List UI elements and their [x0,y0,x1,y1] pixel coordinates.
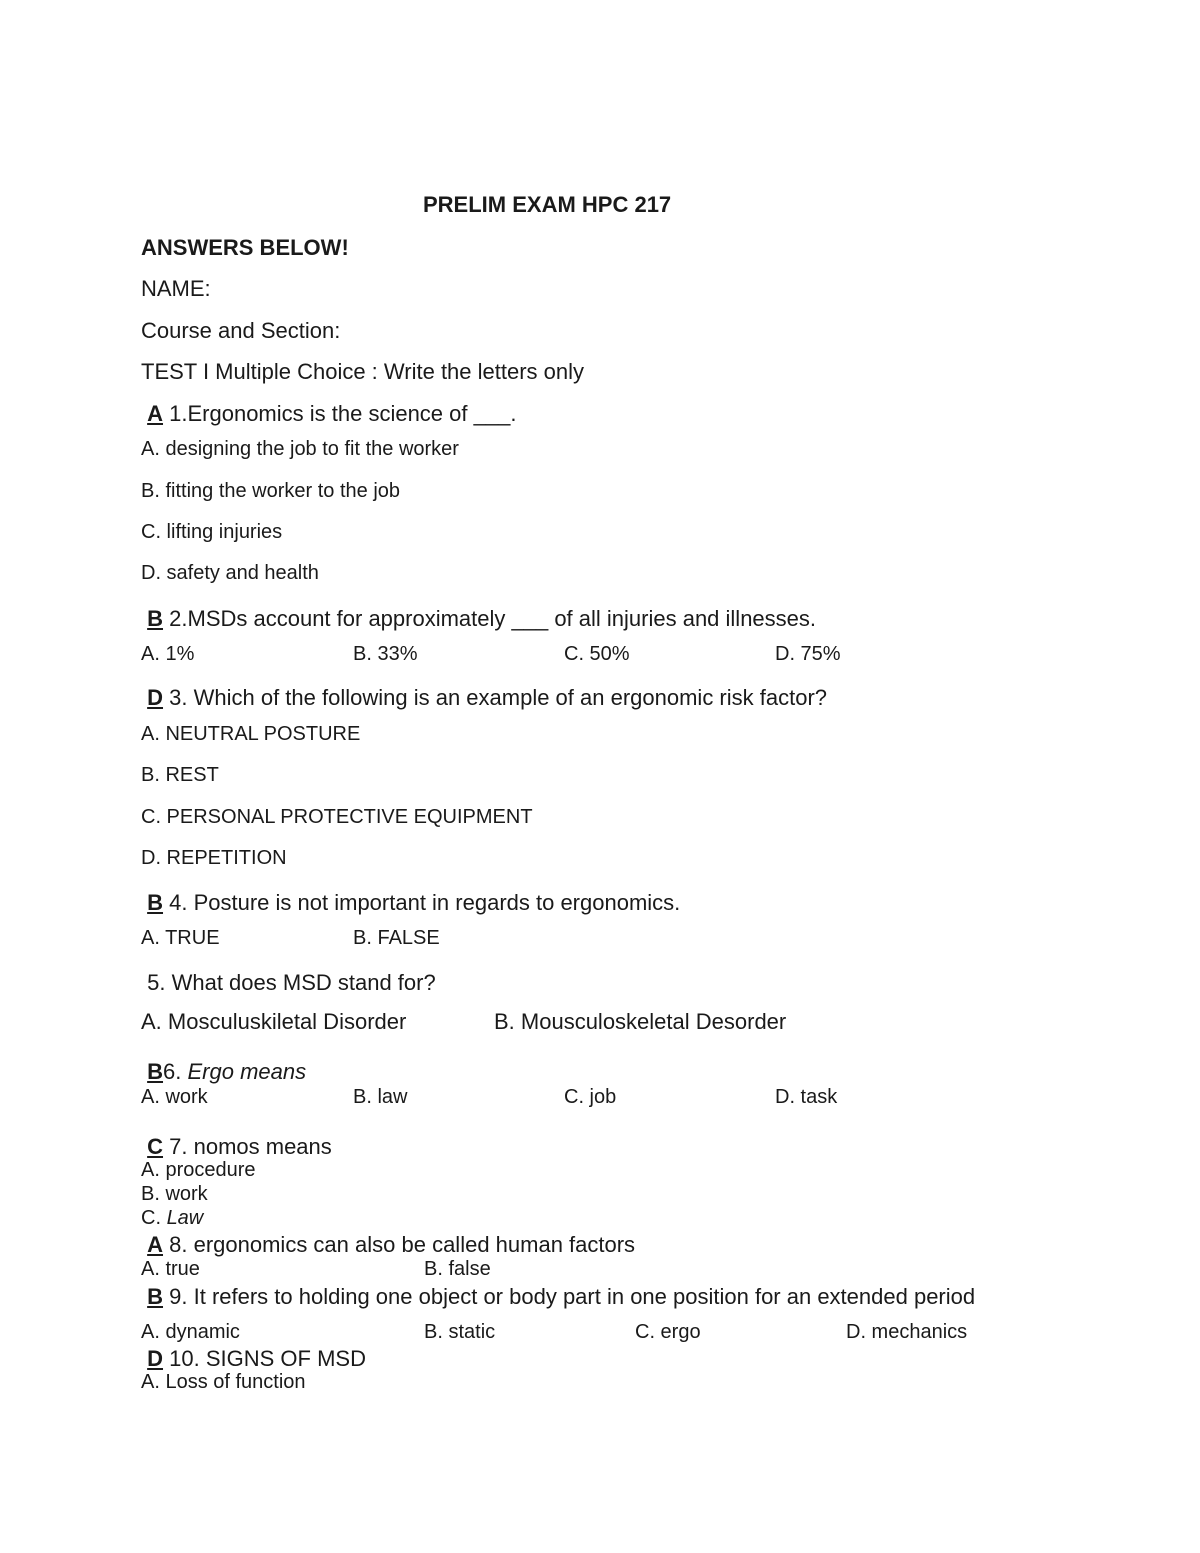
q1-choice-a: A. designing the job to fit the worker [141,438,459,460]
question-6-num: 6. [163,1059,188,1084]
q2-choice-d: D. 75% [775,643,841,665]
question-6-text: Ergo means [187,1059,307,1084]
q6-choice-c: C. job [564,1086,617,1108]
question-7-text: 7. nomos means [169,1134,332,1159]
question-5-text: 5. What does MSD stand for? [147,970,436,995]
question-4 [141,890,680,916]
q4-choice-a: A. TRUE [141,927,220,949]
question-8 [141,1232,635,1258]
q3-choice-c: C. PERSONAL PROTECTIVE EQUIPMENT [141,806,533,828]
q7-choice-a: A. procedure [141,1159,256,1181]
answer-2: B [147,606,164,631]
q6-choice-b: B. law [353,1086,408,1108]
question-3-text: 3. Which of the following is an example of an ergonomic risk factor? [169,685,828,710]
q10-choice-a: A. Loss of function [141,1371,306,1393]
question-2 [141,606,816,632]
question-2-text: 2.MSDs account for approximately ___ of all injuries and illnesses. [169,606,817,631]
q9-choice-b: B. static [424,1321,496,1343]
q1-choice-c: C. lifting injuries [141,521,283,543]
q8-choice-b: B. false [424,1258,491,1280]
question-8-text: 8. ergonomics can also be called human factors [169,1232,636,1257]
question-10 [141,1346,366,1372]
q6-choice-d: D. task [775,1086,838,1108]
question-5 [141,970,436,996]
q3-choice-b: B. REST [141,764,219,786]
answer-1: A [147,401,164,426]
question-10-text: 10. SIGNS OF MSD [169,1346,366,1371]
question-1 [141,401,516,427]
q7-choice-c-letter: C. [141,1207,167,1229]
name-label: NAME: [141,276,211,301]
q8-choice-a: A. true [141,1258,200,1280]
q6-choice-a: A. work [141,1086,208,1108]
q9-choice-d: D. mechanics [846,1321,968,1343]
answer-3: D [147,685,164,710]
answer-8: A [147,1232,164,1257]
question-6 [141,1059,306,1085]
question-3 [141,685,827,711]
answer-10: D [147,1346,164,1371]
q7-choice-b: B. work [141,1183,208,1205]
q9-choice-c: C. ergo [635,1321,701,1343]
q2-choice-a: A. 1% [141,643,195,665]
q5-choice-a: A. Mosculuskiletal Disorder [141,1009,407,1034]
q4-choice-b: B. FALSE [353,927,440,949]
answer-7: C [147,1134,164,1159]
course-label: Course and Section: [141,318,341,343]
q1-choice-d: D. safety and health [141,562,319,584]
question-1-text: 1.Ergonomics is the science of ___. [169,401,517,426]
question-4-text: 4. Posture is not important in regards to ergonomics. [169,890,681,915]
q1-choice-b: B. fitting the worker to the job [141,480,401,502]
question-7 [141,1134,332,1160]
answer-4: B [147,890,164,915]
test-label: TEST I Multiple Choice : Write the letters only [141,359,585,384]
q2-choice-c: C. 50% [564,643,630,665]
question-9 [141,1284,975,1310]
answer-6: B [147,1059,164,1084]
q5-choice-b: B. Mousculoskeletal Desorder [494,1009,787,1034]
q2-choice-b: B. 33% [353,643,418,665]
answers-note: ANSWERS BELOW! [141,235,349,260]
q3-choice-d: D. REPETITION [141,847,287,869]
exam-title: PRELIM EXAM HPC 217 [423,192,672,217]
q9-choice-a: A. dynamic [141,1321,240,1343]
answer-9: B [147,1284,164,1309]
q7-choice-c [141,1207,203,1230]
question-9-text: 9. It refers to holding one object or body part in one position for an extended period [169,1284,976,1309]
q3-choice-a: A. NEUTRAL POSTURE [141,723,361,745]
q7-choice-c-text: Law [166,1207,204,1229]
